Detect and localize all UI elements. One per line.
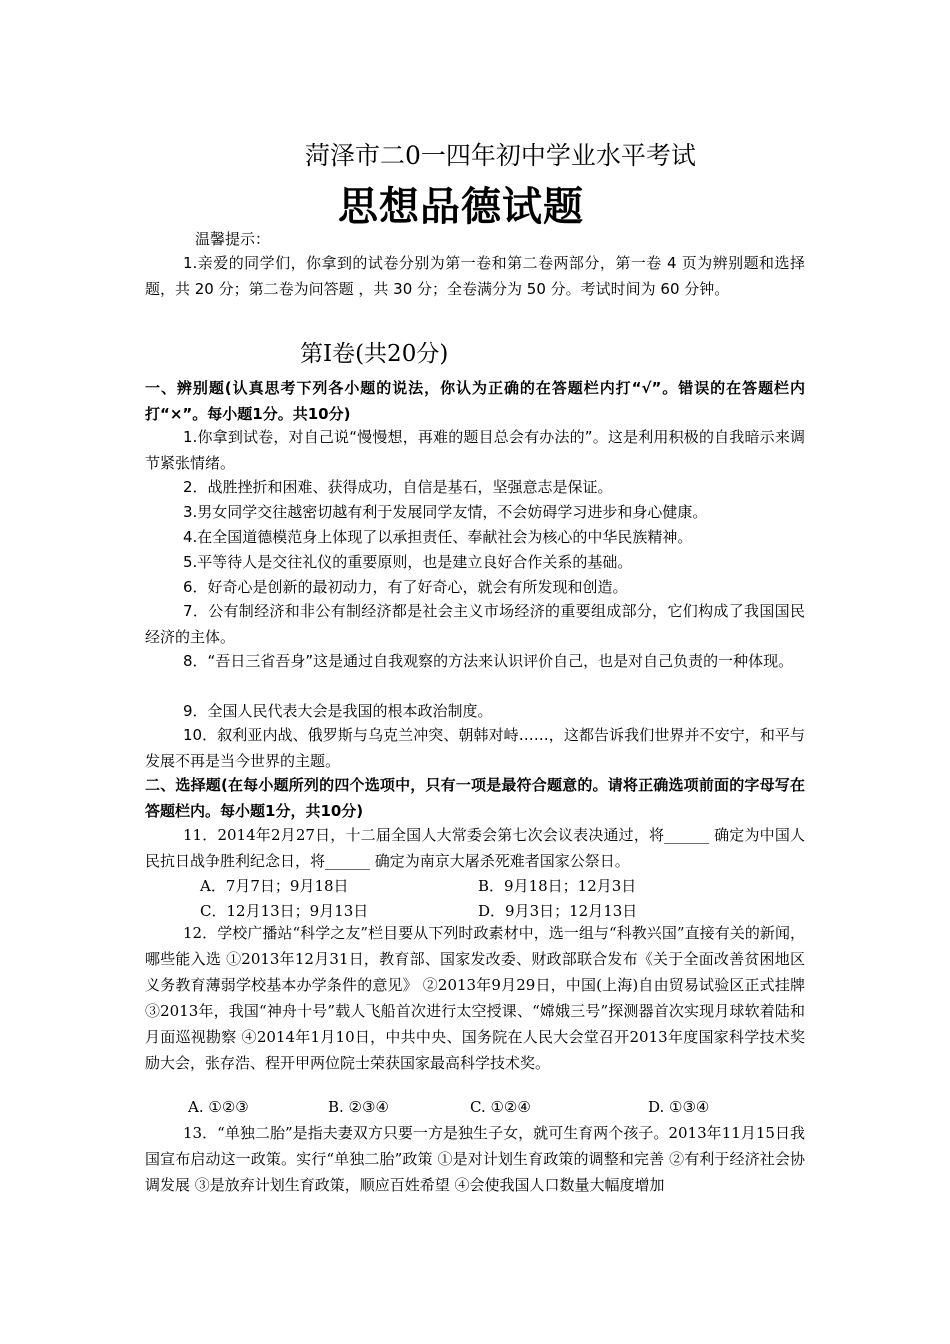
- s1-item-4: 4.在全国道德模范身上体现了以承担责任、奉献社会为核心的中华民族精神。: [183, 528, 693, 546]
- tips-text: 1.亲爱的同学们，你拿到的试卷分别为第一卷和第二卷两部分，第一卷 4 页为辨别题和选择题，共 20 分；第二卷为问答题 ，共 30 分；全卷满分为 50 分。考试时间为 60 分钟。: [145, 254, 805, 298]
- s1-item-5: 5.平等待人是交往礼仪的重要原则，也是建立良好合作关系的基础。: [183, 553, 633, 571]
- s1-item-8: 8．“吾日三省吾身”这是通过自我观察的方法来认识评价自己，也是对自己负责的一种体现。: [183, 652, 794, 670]
- s1-item-1: 1.你拿到试卷，对自己说“慢慢想，再难的题目总会有办法的”。这是利用积极的自我暗示来调节紧张情绪。: [145, 428, 805, 472]
- section1-heading: 一、辨别题(认真思考下列各小题的说法，你认为正确的在答题栏内打“√”。错误的在答题栏内打“×”。每小题1分。共10分): [145, 379, 805, 423]
- q12-option-c: C. ①②④: [470, 1098, 531, 1116]
- q12-stem: 12．学校广播站“科学之友”栏目要从下列时政素材中，选一组与“科教兴国”直接有关的新闻，哪些能入选 ①2013年12月31日，教育部、国家发改委、财政部联合发布《关于全面改善贫困地区义务教育薄弱学校基本办学条件的意见》 ②2013年9月29日，中国(上海)自由贸易试验区正式挂牌 ③2013年，我国“神舟十号”载人飞船首次进行太空授课、“嫦娥三号”探测器首次实现月球软着陆和月面巡视勘察 ④2014年1月10日，中共中央、国务院在人民大会堂召开2013年度国家科学技术奖励大会，张存浩、程开甲两位院士荣获国家最高科学技术奖。: [145, 924, 805, 1072]
- q13-stem: 13．“单独二胎”是指夫妻双方只要一方是独生子女，就可生育两个孩子。2013年11月15日我国宣布启动这一政策。实行“单独二胎”政策 ①是对计划生育政策的调整和完善 ②有利于经济社会协调发展 ③是放弃计划生育政策，顺应百姓希望 ④会使我国人口数量大幅度增加: [145, 1124, 805, 1194]
- volume-title: 第Ⅰ卷(共20分): [300, 341, 449, 367]
- s1-item-7: 7．公有制经济和非公有制经济都是社会主义市场经济的重要组成部分，它们构成了我国国民经济的主体。: [145, 602, 805, 646]
- s1-item-3: 3.男女同学交往越密切越有利于发展同学友情，不会妨碍学习进步和身心健康。: [183, 503, 708, 521]
- tips-label: 温馨提示：: [195, 230, 271, 248]
- q12-option-d: D. ①③④: [648, 1098, 710, 1116]
- section2-heading: 二、选择题(在每小题所列的四个选项中，只有一项是最符合题意的。请将正确选项前面的字母写在答题栏内。每小题1分，共10分): [145, 776, 805, 820]
- q11-option-d: D．9月3日；12月13日: [478, 902, 638, 920]
- exam-title: 菏泽市二0一四年初中学业水平考试: [305, 141, 696, 170]
- s1-item-2: 2．战胜挫折和困难、获得成功，自信是基石，坚强意志是保证。: [183, 478, 613, 496]
- q12-option-b: B. ②③④: [328, 1098, 389, 1116]
- subject-title: 思想品德试题: [338, 184, 584, 230]
- q11-option-b: B．9月18日；12月3日: [478, 877, 637, 895]
- s1-item-10: 10．叙利亚内战、俄罗斯与乌克兰冲突、朝韩对峙……，这都告诉我们世界并不安宁，和平与发展不再是当今世界的主题。: [145, 726, 805, 770]
- q12-option-a: A. ①②③: [188, 1098, 249, 1116]
- s1-item-6: 6．好奇心是创新的最初动力，有了好奇心，就会有所发现和创造。: [183, 578, 628, 596]
- q11-stem: 11．2014年2月27日，十二届全国人大常委会第七次会议表决通过，将______ 确定为中国人民抗日战争胜利纪念日，将______ 确定为南京大屠杀死难者国家公祭日。: [145, 826, 805, 870]
- s1-item-9: 9．全国人民代表大会是我国的根本政治制度。: [183, 702, 493, 720]
- q11-option-a: A．7月7日；9月18日: [200, 877, 349, 895]
- q11-option-c: C．12月13日；9月13日: [200, 902, 369, 920]
